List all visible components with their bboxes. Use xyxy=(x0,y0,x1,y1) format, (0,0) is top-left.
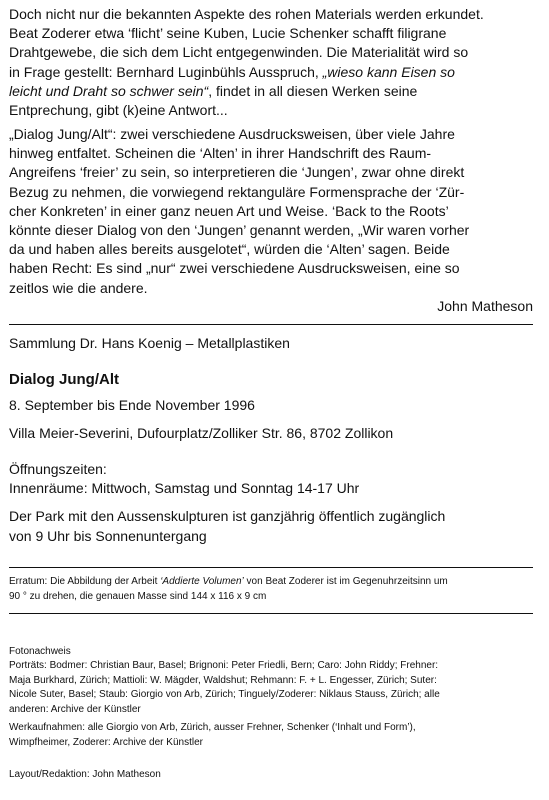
work-photo-credits xyxy=(9,721,537,750)
text-line: cher Konkreten’ in einer ganz neuen Art und Weise. ‘Back to the Roots’ xyxy=(9,202,449,219)
text-line: „Dialog Jung/Alt“: zwei verschiedene Ausdrucksweisen, über viele Jahre xyxy=(9,126,455,142)
text-line: Nicole Suter, Basel; Staub: Giorgio von Arb, Zürich; Tinguely/Zoderer: Niklaus Stauss, Zürich; alle xyxy=(9,689,440,700)
luginbuehl-quote-part1: „wieso kann Eisen so xyxy=(322,63,455,80)
opening-hours-indoor: Innenräume: Mittwoch, Samstag und Sonntag 14-17 Uhr xyxy=(9,480,360,496)
opening-hours-label: Öffnungszeiten: xyxy=(9,461,107,477)
photo-credits-heading: Fotonachweis xyxy=(9,646,71,657)
text-line: hinweg entfaltet. Scheinen die ‘Alten’ in ihrer Handschrift des Raum- xyxy=(9,145,432,162)
essay-paragraph-dialog xyxy=(9,125,537,298)
park-access-note xyxy=(9,506,537,546)
text-line xyxy=(9,575,537,590)
text-line: Beat Zoderer etwa ‘flicht’ seine Kuben, Lucie Schenker schafft filigrane xyxy=(9,25,447,42)
exhibition-dates: 8. September bis Ende November 1996 xyxy=(9,397,255,413)
photo-credits xyxy=(9,659,537,717)
text-line: von 9 Uhr bis Sonnenuntergang xyxy=(9,528,207,544)
text-line: Werkaufnahmen: alle Giorgio von Arb, Zürich, ausser Frehner, Schenker (‘Inhalt und Form’), xyxy=(9,722,416,733)
text-segment: Erratum: Die Abbildung der Arbeit xyxy=(9,576,161,587)
text-line: Entprechung, gibt (k)eine Antwort... xyxy=(9,102,228,119)
text-segment: von Beat Zoderer ist im Gegenuhrzeitsinn um xyxy=(243,576,448,587)
text-line: zeitlos wie die andere. xyxy=(9,279,148,296)
text-line: Wimpfheimer, Zoderer: Archive der Künstler xyxy=(9,736,203,748)
text-line: Drahtgewebe, die sich dem Licht entgegenwinden. Die Materialität wird so xyxy=(9,44,469,61)
text-line: haben Recht: Es sind „nur“ zwei verschiedene Ausdrucksweisen, eine so xyxy=(9,260,460,277)
text-line: Maja Burkhard, Zürich; Mattioli: W. Mägder, Waldshut; Rehmann: F. + L. Engesser, Zürich; Suter: xyxy=(9,674,437,686)
layout-credit: Layout/Redaktion: John Matheson xyxy=(9,769,161,780)
text-line: Angreifens ‘freier’ zu sein, so interpretieren die ‘Jungen’, zwar ohne direkt xyxy=(9,164,465,181)
text-line: da und haben alles bereits ausgelotet“, würden die ‘Alten’ sagen. Beide xyxy=(9,241,450,258)
erratum-note xyxy=(9,575,537,604)
text-segment: in Frage gestellt: Bernhard Luginbühls Ausspruch, xyxy=(9,63,323,80)
artwork-title: ‘Addierte Volumen’ xyxy=(160,576,244,587)
exhibition-address: Villa Meier-Severini, Dufourplatz/Zolliker Str. 86, 8702 Zollikon xyxy=(9,425,394,441)
text-line-with-quote xyxy=(9,63,537,82)
essay-paragraph-materials xyxy=(9,5,537,120)
section-divider xyxy=(9,613,533,614)
text-line: Porträts: Bodmer: Christian Baur, Basel; Brignoni: Peter Friedli, Bern; Caro: John Riddy; Frehner: xyxy=(9,660,439,671)
text-line: anderen: Archive der Künstler xyxy=(9,703,141,715)
text-line: 90 ° zu drehen, die genauen Masse sind 144 x 116 x 9 cm xyxy=(9,590,267,602)
text-segment: , findet in all diesen Werken seine xyxy=(208,82,418,99)
section-divider xyxy=(9,567,533,568)
text-line: Bezug zu nehmen, die vorwiegend rektanguläre Formensprache der ‘Zür- xyxy=(9,183,465,200)
text-line: Der Park mit den Aussenskulpturen ist ganzjährig öffentlich zugänglich xyxy=(9,508,446,524)
collection-name: Sammlung Dr. Hans Koenig – Metallplastiken xyxy=(9,335,290,351)
text-line: könnte dieser Dialog von den ‘Jungen’ genannt werden, „Wir waren vorher xyxy=(9,222,470,239)
exhibition-title: Dialog Jung/Alt xyxy=(9,371,119,388)
text-line-with-quote xyxy=(9,82,537,101)
luginbuehl-quote-part2: leicht und Draht so schwer sein“ xyxy=(9,82,209,99)
section-divider xyxy=(9,324,533,325)
text-line: Doch nicht nur die bekannten Aspekte des rohen Materials werden erkundet. xyxy=(9,6,484,22)
author-signature: John Matheson xyxy=(437,298,533,314)
